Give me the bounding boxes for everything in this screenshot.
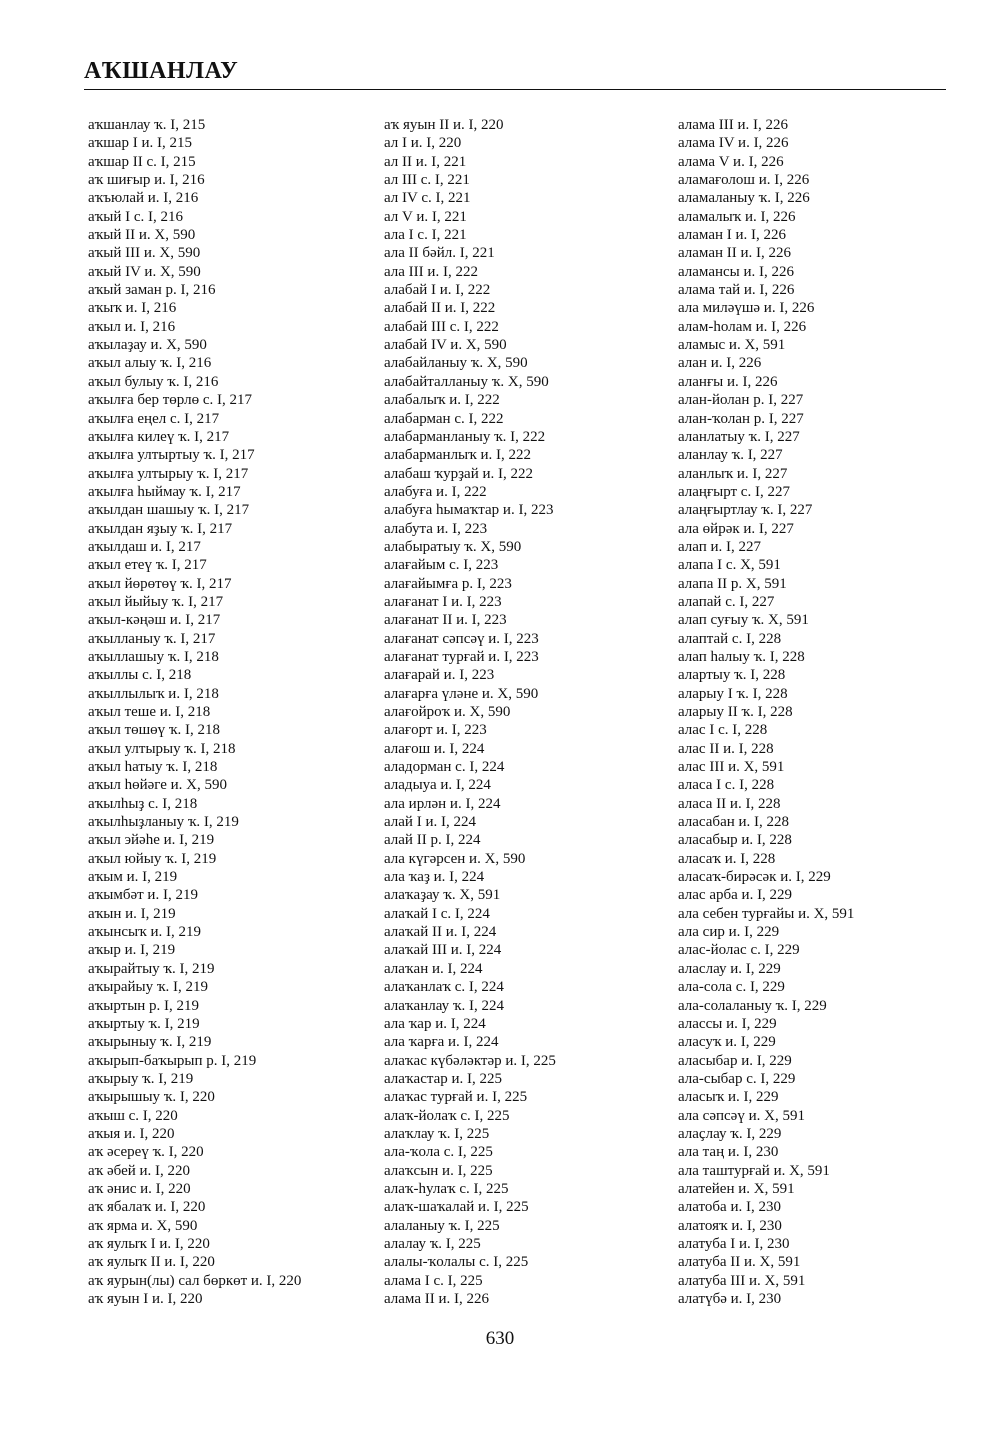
- index-entry: ала ирлән и. I, 224: [384, 795, 501, 812]
- index-entry: ал V и. I, 221: [384, 208, 467, 225]
- index-entry: алабута и. I, 223: [384, 520, 488, 537]
- index-entry: аҡырайтыу ҡ. I, 219: [88, 960, 215, 977]
- index-entry: алабайланыу ҡ. X, 590: [384, 355, 528, 372]
- index-entry: аҡый II и. X, 590: [88, 227, 196, 244]
- index-entry: аҡ яуын II и. I, 220: [384, 117, 504, 133]
- index-entry: алағош и. I, 224: [384, 740, 485, 757]
- index-entry: аласабан и. I, 228: [678, 814, 790, 831]
- index-entry: аҡыя и. I, 220: [88, 1125, 175, 1142]
- index-entry: аҡым и. I, 219: [88, 869, 178, 886]
- index-entry: алалы-ҡолалы с. I, 225: [384, 1254, 529, 1271]
- index-entry: алассы и. I, 229: [678, 1015, 777, 1032]
- index-entry: аласаҡ и. I, 228: [678, 850, 776, 867]
- index-entry: алама III и. I, 226: [678, 117, 788, 133]
- index-entry: алатейен и. X, 591: [678, 1180, 795, 1197]
- index-entry: аларыу II ҡ. I, 228: [678, 704, 793, 720]
- index-entry: аҡыл юйыу ҡ. I, 219: [88, 850, 217, 867]
- index-entry: алатуба II и. X, 591: [678, 1254, 801, 1271]
- index-entry: аламыс и. X, 591: [678, 337, 786, 354]
- index-entry: аламаланыу ҡ. I, 226: [678, 190, 810, 207]
- index-entry: аҡын и. I, 219: [88, 905, 176, 922]
- index-entry: алаҡан и. I, 224: [384, 960, 483, 977]
- index-entry: аланлау ҡ. I, 227: [678, 447, 783, 464]
- index-entry: аҡ әбей и. I, 220: [88, 1162, 191, 1179]
- index-entry: аҡыл йөрөтөү ҡ. I, 217: [88, 575, 232, 592]
- index-entry: ала себен турғайы и. X, 591: [678, 905, 855, 922]
- index-entry: алатоба и. I, 230: [678, 1199, 781, 1216]
- index-entry: алағарай и. I, 223: [384, 667, 495, 684]
- index-entry: аласыҡ и. I, 229: [678, 1089, 779, 1106]
- index-entry: ал III с. I, 221: [384, 172, 470, 189]
- index-entry: алас I с. I, 228: [678, 722, 768, 739]
- index-entry: аласа II и. I, 228: [678, 795, 781, 812]
- index-entry: алаланыу ҡ. I, 225: [384, 1217, 500, 1234]
- index-entry: аҡ яулыҡ II и. I, 220: [88, 1254, 215, 1271]
- index-entry: аҡылға килеү ҡ. I, 217: [88, 428, 230, 445]
- index-entry: алағарға үләне и. X, 590: [384, 685, 539, 702]
- index-column-1: [88, 116, 301, 1308]
- index-entry: аҡылаҙау и. X, 590: [88, 337, 207, 354]
- index-entry: аламан II и. I, 226: [678, 245, 792, 262]
- index-entry: аҡыртын р. I, 219: [88, 997, 200, 1014]
- index-entry: ала сәпсәү и. X, 591: [678, 1107, 805, 1124]
- index-entry: аҡылға бер төрлө с. I, 217: [88, 392, 252, 409]
- index-entry: алабай IV и. X, 590: [384, 337, 507, 354]
- index-entry: алабарман с. I, 222: [384, 410, 504, 427]
- index-entry: аҡ шиғыр и. I, 216: [88, 172, 205, 189]
- index-entry: аҡылһыҙланыу ҡ. I, 219: [88, 814, 239, 831]
- index-entry: алатуба I и. I, 230: [678, 1235, 790, 1252]
- index-entry: ала ҡар и. I, 224: [384, 1015, 486, 1032]
- index-entry: алабайталланыу ҡ. X, 590: [384, 373, 549, 390]
- index-entry: аҡылға һыймау ҡ. I, 217: [88, 483, 241, 500]
- index-entry: аланлатыу ҡ. I, 227: [678, 428, 800, 445]
- index-entry: алаҡсын и. I, 225: [384, 1162, 493, 1179]
- index-entry: алапа I с. X, 591: [678, 557, 781, 574]
- index-entry: алап һалыу ҡ. I, 228: [678, 648, 805, 665]
- index-entry: аҡшар I и. I, 215: [88, 135, 192, 152]
- index-entry: алабай I и. I, 222: [384, 282, 491, 299]
- index-entry: алатуба III и. X, 591: [678, 1272, 806, 1289]
- index-entry: аҡылланыу ҡ. I, 217: [88, 630, 216, 647]
- index-entry: алағанат II и. I, 223: [384, 612, 507, 629]
- index-entry: ала II бәйл. I, 221: [384, 245, 495, 262]
- index-entry: алабаш ҡурҙай и. I, 222: [384, 465, 534, 482]
- index-entry: алабай III с. I, 222: [384, 318, 499, 335]
- page-number: 630: [485, 1328, 515, 1349]
- index-entry: алағойроҡ и. X, 590: [384, 704, 511, 720]
- index-entry: аладыуа и. I, 224: [384, 777, 491, 794]
- index-entry: алағорт и. I, 223: [384, 722, 487, 739]
- index-entry: аҡылдан яҙыу ҡ. I, 217: [88, 520, 233, 537]
- index-entry: алас II и. I, 228: [678, 740, 774, 757]
- index-entry: алай I и. I, 224: [384, 814, 476, 831]
- index-entry: алас III и. X, 591: [678, 759, 785, 776]
- index-entry: аҡылдан шашыу ҡ. I, 217: [88, 502, 250, 519]
- index-entry: ала I с. I, 221: [384, 227, 467, 244]
- index-entry: аҡ яулыҡ I и. I, 220: [88, 1235, 210, 1252]
- index-entry: аҡыҡ и. I, 216: [88, 300, 177, 317]
- index-entry: аҡый заман р. I, 216: [88, 282, 216, 299]
- index-entry: аҡ ябалаҡ и. I, 220: [88, 1199, 206, 1216]
- index-entry: алама тай и. I, 226: [678, 282, 795, 299]
- index-entry: аҡыллылыҡ и. I, 218: [88, 685, 219, 702]
- index-entry: алан-ҡолан р. I, 227: [678, 410, 804, 427]
- index-entry: алай II р. I, 224: [384, 832, 481, 849]
- index-entry: алағайым с. I, 223: [384, 557, 499, 574]
- index-entry: аҡырып-баҡырып р. I, 219: [88, 1052, 257, 1069]
- index-entry: алағанат сәпсәү и. I, 223: [384, 630, 539, 647]
- index-entry: ала-ҡола с. I, 225: [384, 1144, 493, 1161]
- index-entry: аҡымбәт и. I, 219: [88, 887, 198, 904]
- index-entry: аҡыл ултырыу ҡ. I, 218: [88, 740, 236, 757]
- index-entry: аҡыл и. I, 216: [88, 318, 176, 335]
- index-entry: алаҡанлаҡ с. I, 224: [384, 979, 504, 996]
- index-entry: алаҡ-һулаҡ с. I, 225: [384, 1180, 509, 1197]
- index-entry: алаңғыртлау ҡ. I, 227: [678, 502, 813, 519]
- index-entry: алатүбә и. I, 230: [678, 1291, 782, 1307]
- index-entry: аҡыл төшөү ҡ. I, 218: [88, 722, 221, 739]
- index-entry: аҡыллашыу ҡ. I, 218: [88, 648, 219, 665]
- index-entry: аҡылһыҙ с. I, 218: [88, 795, 198, 812]
- index-entry: алан и. I, 226: [678, 355, 762, 372]
- index-entry: аҡылға еңел с. I, 217: [88, 410, 220, 427]
- index-entry: аласлау и. I, 229: [678, 960, 781, 977]
- index-entry: аҡынсыҡ и. I, 219: [88, 924, 201, 941]
- index-entry: аҡылға ултырыу ҡ. I, 217: [88, 465, 249, 482]
- index-entry: алама II и. I, 226: [384, 1291, 489, 1307]
- index-column-2: [384, 116, 556, 1308]
- index-entry: ал II и. I, 221: [384, 153, 467, 170]
- index-entry: алаңғырт с. I, 227: [678, 483, 790, 500]
- index-entry: аламансы и. I, 226: [678, 263, 795, 280]
- index-entry: ала-солаланыу ҡ. I, 229: [678, 997, 827, 1014]
- index-entry: алаптай с. I, 228: [678, 630, 782, 647]
- index-entry: ала III и. I, 222: [384, 263, 478, 280]
- index-entry: алабуға һымаҡтар и. I, 223: [384, 502, 554, 519]
- index-entry: ала-сыбар с. I, 229: [678, 1070, 796, 1087]
- index-entry: аҡыр и. I, 219: [88, 942, 176, 959]
- index-entry: аласа I с. I, 228: [678, 777, 775, 794]
- index-entry: алапай с. I, 227: [678, 593, 775, 610]
- index-entry: аҡыл булыу ҡ. I, 216: [88, 373, 219, 390]
- index-entry: аласаҡ-бирәсәк и. I, 229: [678, 869, 831, 886]
- index-entry: алапа II р. X, 591: [678, 575, 787, 592]
- index-entry: аҡырыныу ҡ. I, 219: [88, 1034, 212, 1051]
- index-entry: аҡ яурын(лы) сал бөркөт и. I, 220: [88, 1272, 302, 1289]
- index-column-3: [678, 116, 854, 1308]
- index-entry: алабарманлыҡ и. I, 222: [384, 447, 532, 464]
- index-entry: алан-йолан р. I, 227: [678, 392, 804, 409]
- index-entry: аҡыл йыйыу ҡ. I, 217: [88, 593, 224, 610]
- index-entry: аҡыш с. I, 220: [88, 1107, 178, 1124]
- index-entry: алатояҡ и. I, 230: [678, 1217, 782, 1234]
- index-entry: ал I и. I, 220: [384, 135, 462, 152]
- index-entry: алабуға и. I, 222: [384, 483, 487, 500]
- index-entry: аҡ әнис и. I, 220: [88, 1180, 191, 1197]
- index-entry: алағайымға р. I, 223: [384, 575, 512, 592]
- index-entry: алаҡас турғай и. I, 225: [384, 1089, 528, 1106]
- index-entry: алама IV и. I, 226: [678, 135, 789, 152]
- index-entry: алаҫлау ҡ. I, 229: [678, 1125, 782, 1142]
- index-entry: ала таң и. I, 230: [678, 1144, 779, 1161]
- index-entry: алалау ҡ. I, 225: [384, 1235, 481, 1252]
- running-head: АҠШАНЛАУ: [84, 58, 239, 84]
- index-entry: аларыу I ҡ. I, 228: [678, 685, 788, 702]
- index-entry: ала ҡаҙ и. I, 224: [384, 869, 485, 886]
- index-entry: алағанат I и. I, 223: [384, 593, 502, 610]
- index-entry: аҡыл эйәһе и. I, 219: [88, 832, 215, 849]
- index-entry: аҡыл-кәңәш и. I, 217: [88, 612, 221, 629]
- index-entry: аҡ яуын I и. I, 220: [88, 1291, 203, 1307]
- index-entry: аҡ ярма и. X, 590: [88, 1217, 198, 1234]
- index-entry: аҡырайыу ҡ. I, 219: [88, 979, 208, 996]
- index-entry: аҡый I с. I, 216: [88, 208, 184, 225]
- index-entry: аҡылдаш и. I, 217: [88, 538, 201, 555]
- index-entry: алаҡай I с. I, 224: [384, 905, 490, 922]
- index-entry: аланғы и. I, 226: [678, 373, 778, 390]
- index-entry: аҡыл алыу ҡ. I, 216: [88, 355, 212, 372]
- index-entry: ала күгәрсен и. X, 590: [384, 850, 526, 867]
- index-entry: алабалыҡ и. I, 222: [384, 392, 500, 409]
- index-entry: аҡъюлай и. I, 216: [88, 190, 199, 207]
- index-entry: алаҡас күбәләктәр и. I, 225: [384, 1052, 556, 1069]
- index-entry: ала сир и. I, 229: [678, 924, 780, 941]
- index-entry: аҡыртыу ҡ. I, 219: [88, 1015, 200, 1032]
- index-entry: ала миләүшә и. I, 226: [678, 300, 815, 317]
- index-entry: алаҡаҙау ҡ. X, 591: [384, 887, 501, 904]
- index-entry: алам-һолам и. I, 226: [678, 318, 807, 335]
- index-entry: ала өйрәк и. I, 227: [678, 520, 794, 537]
- index-entry: аламалыҡ и. I, 226: [678, 208, 796, 225]
- index-entry: аласыбар и. I, 229: [678, 1052, 792, 1069]
- index-entry: алаҡ-шаҡалай и. I, 225: [384, 1199, 529, 1216]
- index-entry: алабай II и. I, 222: [384, 300, 496, 317]
- index-entry: аҡылға ултыртыу ҡ. I, 217: [88, 447, 255, 464]
- index-entry: алас арба и. I, 229: [678, 887, 793, 904]
- index-entry: алаҡай III и. I, 224: [384, 942, 502, 959]
- index-entry: ала ҡарға и. I, 224: [384, 1034, 499, 1051]
- index-entry: алаҡлау ҡ. I, 225: [384, 1125, 490, 1142]
- index-entry: алаҡастар и. I, 225: [384, 1070, 503, 1087]
- index-entry: аласабыр и. I, 228: [678, 832, 792, 849]
- index-entry: аҡ әсереү ҡ. I, 220: [88, 1144, 204, 1161]
- index-entry: ал IV с. I, 221: [384, 190, 471, 207]
- index-entry: аҡыл етеү ҡ. I, 217: [88, 557, 207, 574]
- index-entry: аҡый III и. X, 590: [88, 245, 201, 262]
- index-entry: аҡыллы с. I, 218: [88, 667, 192, 684]
- index-entry: аҡшанлау ҡ. I, 215: [88, 117, 206, 133]
- index-entry: алап суғыу ҡ. X, 591: [678, 612, 809, 629]
- header-rule: [84, 89, 946, 90]
- index-entry: аласуҡ и. I, 229: [678, 1034, 776, 1051]
- index-entry: алама I с. I, 225: [384, 1272, 483, 1289]
- index-entry: алама V и. I, 226: [678, 153, 784, 170]
- index-entry: алағанат турғай и. I, 223: [384, 648, 539, 665]
- index-entry: аламан I и. I, 226: [678, 227, 787, 244]
- index-entry: ала таштурғай и. X, 591: [678, 1162, 830, 1179]
- index-entry: аламағолош и. I, 226: [678, 172, 810, 189]
- index-entry: аланлыҡ и. I, 227: [678, 465, 788, 482]
- index-entry: аҡырышыу ҡ. I, 220: [88, 1089, 215, 1106]
- index-entry: алабарманланыу ҡ. I, 222: [384, 428, 546, 445]
- index-entry: алас-йолас с. I, 229: [678, 942, 800, 959]
- index-entry: аҡый IV и. X, 590: [88, 263, 201, 280]
- index-entry: алаҡ-йолаҡ с. I, 225: [384, 1107, 510, 1124]
- index-entry: аладорман с. I, 224: [384, 759, 505, 776]
- index-entry: аҡырыу ҡ. I, 219: [88, 1070, 194, 1087]
- index-entry: ала-сола с. I, 229: [678, 979, 785, 996]
- index-entry: аҡыл һөйәге и. X, 590: [88, 777, 227, 794]
- index-entry: алаҡай II и. I, 224: [384, 924, 497, 941]
- index-entry: алабыратыу ҡ. X, 590: [384, 538, 522, 555]
- index-entry: алаҡанлау ҡ. I, 224: [384, 997, 504, 1014]
- index-entry: алартыу ҡ. I, 228: [678, 667, 786, 684]
- index-entry: аҡыл һатыу ҡ. I, 218: [88, 759, 218, 776]
- index-entry: алап и. I, 227: [678, 538, 762, 555]
- index-entry: аҡшар II с. I, 215: [88, 153, 196, 170]
- index-entry: аҡыл теше и. I, 218: [88, 704, 211, 720]
